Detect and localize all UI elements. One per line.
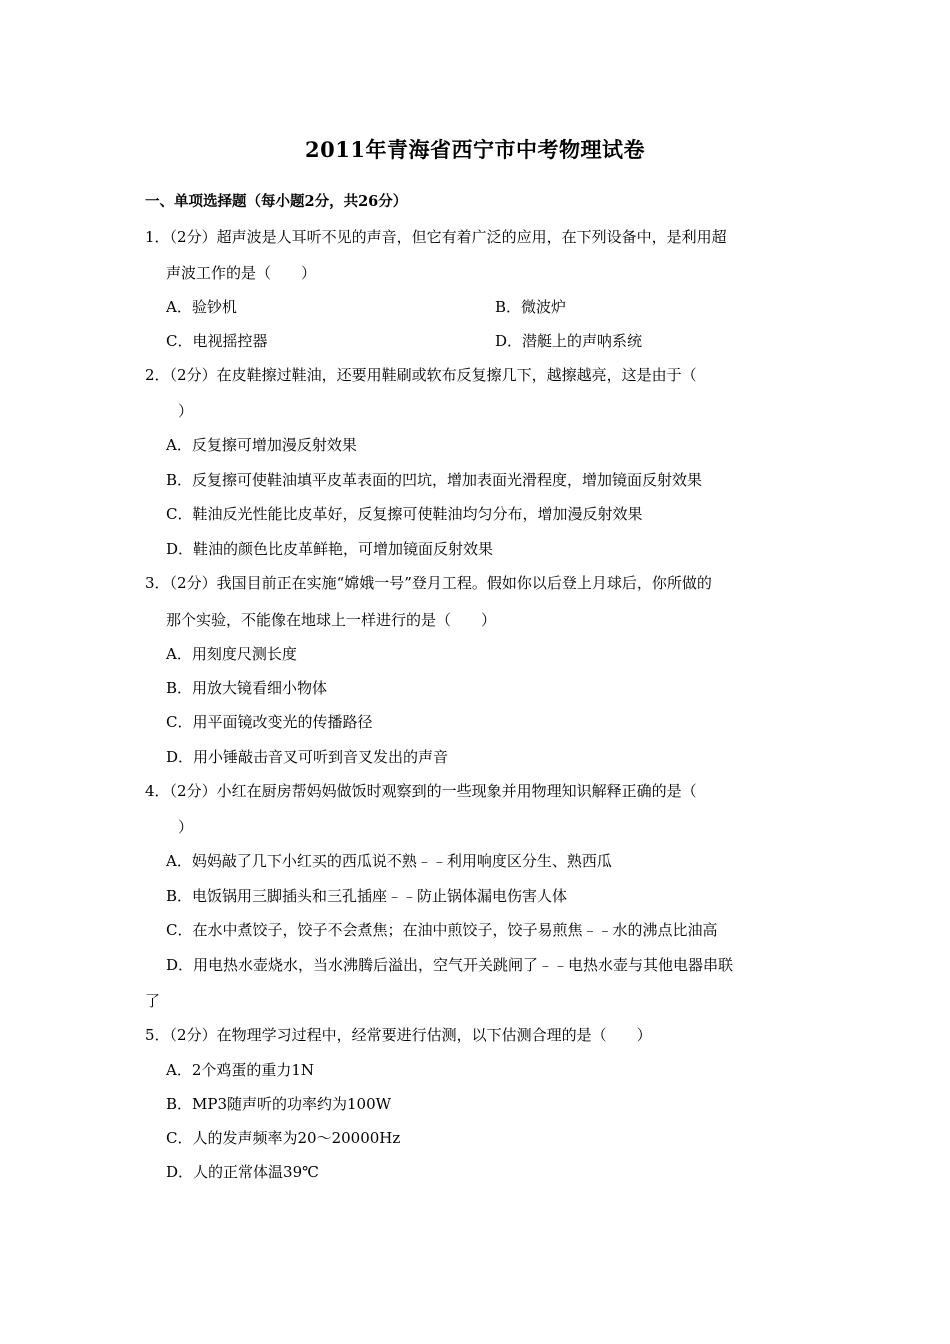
question-4-option-c: C．在水中煮饺子，饺子不会煮焦；在油中煎饺子，饺子易煎焦﹣﹣水的沸点比油高 — [166, 921, 718, 939]
question-4-option-d-wrap: 了 — [145, 992, 161, 1010]
section-heading: 一、单项选择题（每小题2分，共26分） — [145, 193, 408, 210]
question-5-option-c: C．人的发声频率为20～20000Hz — [166, 1129, 401, 1147]
question-4-option-d: D．用电热水壶烧水，当水沸腾后溢出，空气开关跳闸了﹣﹣电热水壶与其他电器串联 — [166, 956, 734, 974]
question-1-option-c: C．电视摇控器 — [166, 332, 268, 350]
question-1-stem-line2: 声波工作的是（ ） — [166, 264, 317, 282]
question-2-option-b: B．反复擦可使鞋油填平皮革表面的凹坑，增加表面光滑程度，增加镜面反射效果 — [166, 471, 703, 489]
question-4-stem-line2: ） — [178, 818, 194, 836]
question-5-option-a: A．2个鸡蛋的重力1N — [166, 1061, 315, 1079]
question-3-option-c: C．用平面镜改变光的传播路径 — [166, 713, 373, 731]
question-3-option-d: D．用小锤敲击音叉可听到音叉发出的声音 — [166, 748, 449, 766]
question-1-option-b: B．微波炉 — [495, 298, 567, 316]
question-3-stem-line2: 那个实验，不能像在地球上一样进行的是（ ） — [166, 611, 497, 629]
question-2-stem-line1: 2．（2分）在皮鞋擦过鞋油，还要用鞋刷或软布反复擦几下，越擦越亮，这是由于（ — [145, 366, 697, 384]
question-2-stem-line2: ） — [178, 402, 194, 420]
question-5-option-d: D．人的正常体温39℃ — [166, 1163, 319, 1181]
question-2-option-a: A．反复擦可增加漫反射效果 — [166, 436, 357, 454]
question-4-stem-line1: 4．（2分）小红在厨房帮妈妈做饭时观察到的一些现象并用物理知识解释正确的是（ — [145, 782, 697, 800]
question-2-option-c: C．鞋油反光性能比皮革好，反复擦可使鞋油均匀分布，增加漫反射效果 — [166, 505, 643, 523]
question-2-option-d: D．鞋油的颜色比皮革鲜艳，可增加镜面反射效果 — [166, 540, 494, 558]
question-5-option-b: B．MP3随声听的功率约为100W — [166, 1095, 392, 1113]
question-4-option-a: A．妈妈敲了几下小红买的西瓜说不熟﹣﹣利用响度区分生、熟西瓜 — [166, 852, 612, 870]
exam-title: 2011年青海省西宁市中考物理试卷 — [305, 137, 645, 162]
question-3-option-a: A．用刻度尺测长度 — [166, 645, 297, 663]
question-1-stem-line1: 1．（2分）超声波是人耳听不见的声音，但它有着广泛的应用，在下列设备中，是利用超 — [145, 228, 727, 246]
question-1-option-a: A．验钞机 — [166, 298, 237, 316]
question-1-option-d: D．潜艇上的声呐系统 — [495, 332, 643, 350]
question-3-stem-line1: 3．（2分）我国目前正在实施“嫦娥一号”登月工程。假如你以后登上月球后，你所做的 — [145, 574, 712, 592]
question-3-option-b: B．用放大镜看细小物体 — [166, 679, 328, 697]
question-5-stem-line1: 5．（2分）在物理学习过程中，经常要进行估测，以下估测合理的是（ ） — [145, 1026, 652, 1044]
question-4-option-b: B．电饭锅用三脚插头和三孔插座﹣﹣防止锅体漏电伤害人体 — [166, 887, 568, 905]
